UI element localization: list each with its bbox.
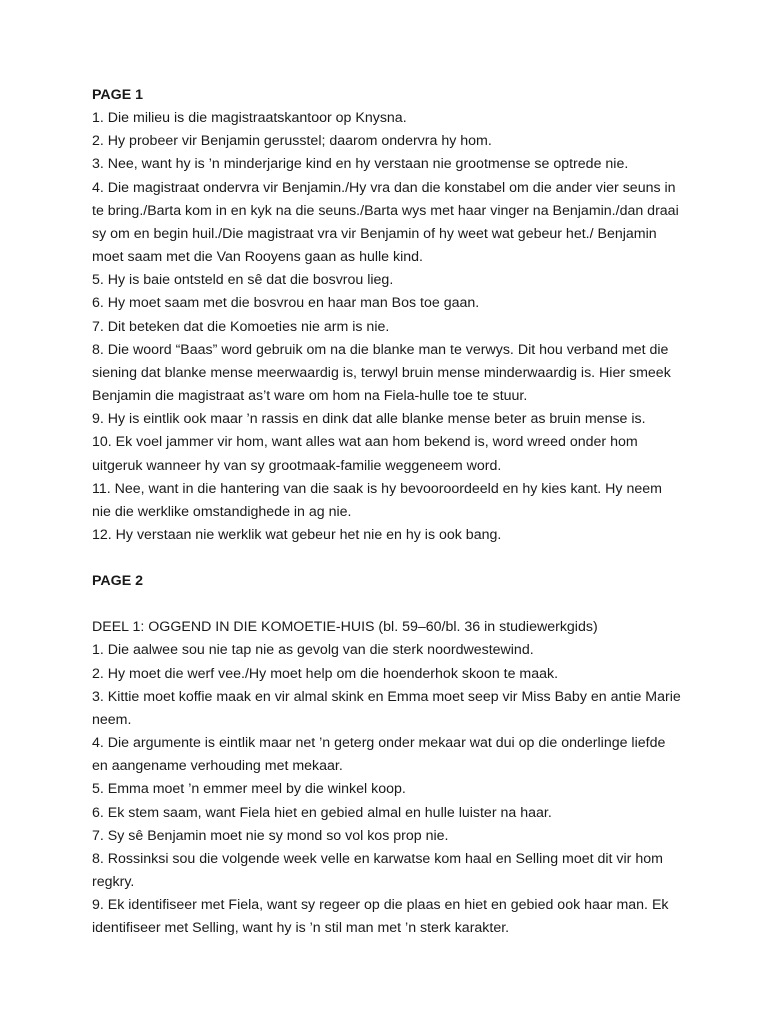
answer-item: 6. Hy moet saam met die bosvrou en haar man Bos toe gaan.	[92, 295, 480, 312]
section-spacer	[92, 593, 682, 616]
page-1-heading: PAGE 1	[92, 87, 143, 103]
answer-item: 3. Nee, want hy is ’n minderjarige kind en hy verstaan nie grootmense se optrede nie.	[92, 156, 629, 173]
answer-item: 3. Kittie moet koffie maak en vir almal skink en Emma moet seep vir Miss Baby en antie Marie neem.	[92, 688, 681, 728]
answer-item: 10. Ek voel jammer vir hom, want alles wat aan hom bekend is, word wreed onder hom uitgeruk wanneer hy van sy grootmaak-familie weggeneem word.	[92, 434, 638, 474]
page-2-answers	[92, 639, 682, 940]
section-spacer	[92, 547, 682, 570]
page-2-heading: PAGE 2	[92, 573, 143, 590]
answer-item: 1. Die aalwee sou nie tap nie as gevolg van die sterk noordwestewind.	[92, 642, 534, 659]
answer-item: 9. Hy is eintlik ook maar ’n rassis en dink dat alle blanke mense beter as bruin mense is.	[92, 411, 646, 428]
answer-item: 7. Sy sê Benjamin moet nie sy mond so vol kos prop nie.	[92, 827, 449, 844]
answer-item: 4. Die argumente is eintlik maar net ’n geterg onder mekaar wat dui op die onderlinge liefde en aangename verhouding met mekaar.	[92, 735, 666, 775]
answer-item: 9. Ek identifiseer met Fiela, want sy regeer op die plaas en hiet en gebied ook haar man. Ek identifiseer met Selling, want hy is ’n stil man met ’n sterk karakter.	[92, 897, 669, 937]
answer-item: 5. Emma moet ’n emmer meel by die winkel koop.	[92, 781, 406, 798]
answer-item: 1. Die milieu is die magistraatskantoor op Knysna.	[92, 110, 407, 127]
answer-item: 5. Hy is baie ontsteld en sê dat die bosvrou lieg.	[92, 272, 394, 289]
answer-item: 11. Nee, want in die hantering van die saak is hy bevooroordeeld en hy kies kant. Hy neem nie die werklike omstandighede in ag nie.	[92, 480, 662, 520]
page-1-answers	[92, 107, 682, 547]
section-title: DEEL 1: OGGEND IN DIE KOMOETIE-HUIS (bl. 59–60/bl. 36 in studiewerkgids)	[92, 619, 598, 636]
answer-item: 7. Dit beteken dat die Komoeties nie arm is nie.	[92, 318, 390, 335]
document-page	[92, 84, 682, 940]
answer-item: 4. Die magistraat ondervra vir Benjamin./Hy vra dan die konstabel om die ander vier seuns in te bring./Barta kom in en kyk na die seuns./Barta wys met haar vinger na Benjamin./dan draai sy om en begin huil./Die magistraat vra vir Benjamin of hy weet wat gebeur het./ Benjamin moet saam met die Van Rooyens gaan as hulle kind.	[92, 179, 679, 266]
answer-item: 2. Hy moet die werf vee./Hy moet help om die hoenderhok skoon te maak.	[92, 665, 559, 682]
answer-item: 2. Hy probeer vir Benjamin gerusstel; daarom ondervra hy hom.	[92, 133, 492, 150]
answer-item: 6. Ek stem saam, want Fiela hiet en gebied almal en hulle luister na haar.	[92, 804, 552, 821]
answer-item: 8. Die woord “Baas” word gebruik om na die blanke man te verwys. Dit hou verband met die siening dat blanke mense meerwaardig is, terwyl bruin mense minderwaardig is. Hier smeek Benjamin die magistraat as’t ware om hom na Fiela-hulle toe te stuur.	[92, 341, 671, 405]
answer-item: 8. Rossinksi sou die volgende week velle en karwatse kom haal en Selling moet dit vir hom regkry.	[92, 850, 663, 890]
answer-item: 12. Hy verstaan nie werklik wat gebeur het nie en hy is ook bang.	[92, 526, 502, 543]
